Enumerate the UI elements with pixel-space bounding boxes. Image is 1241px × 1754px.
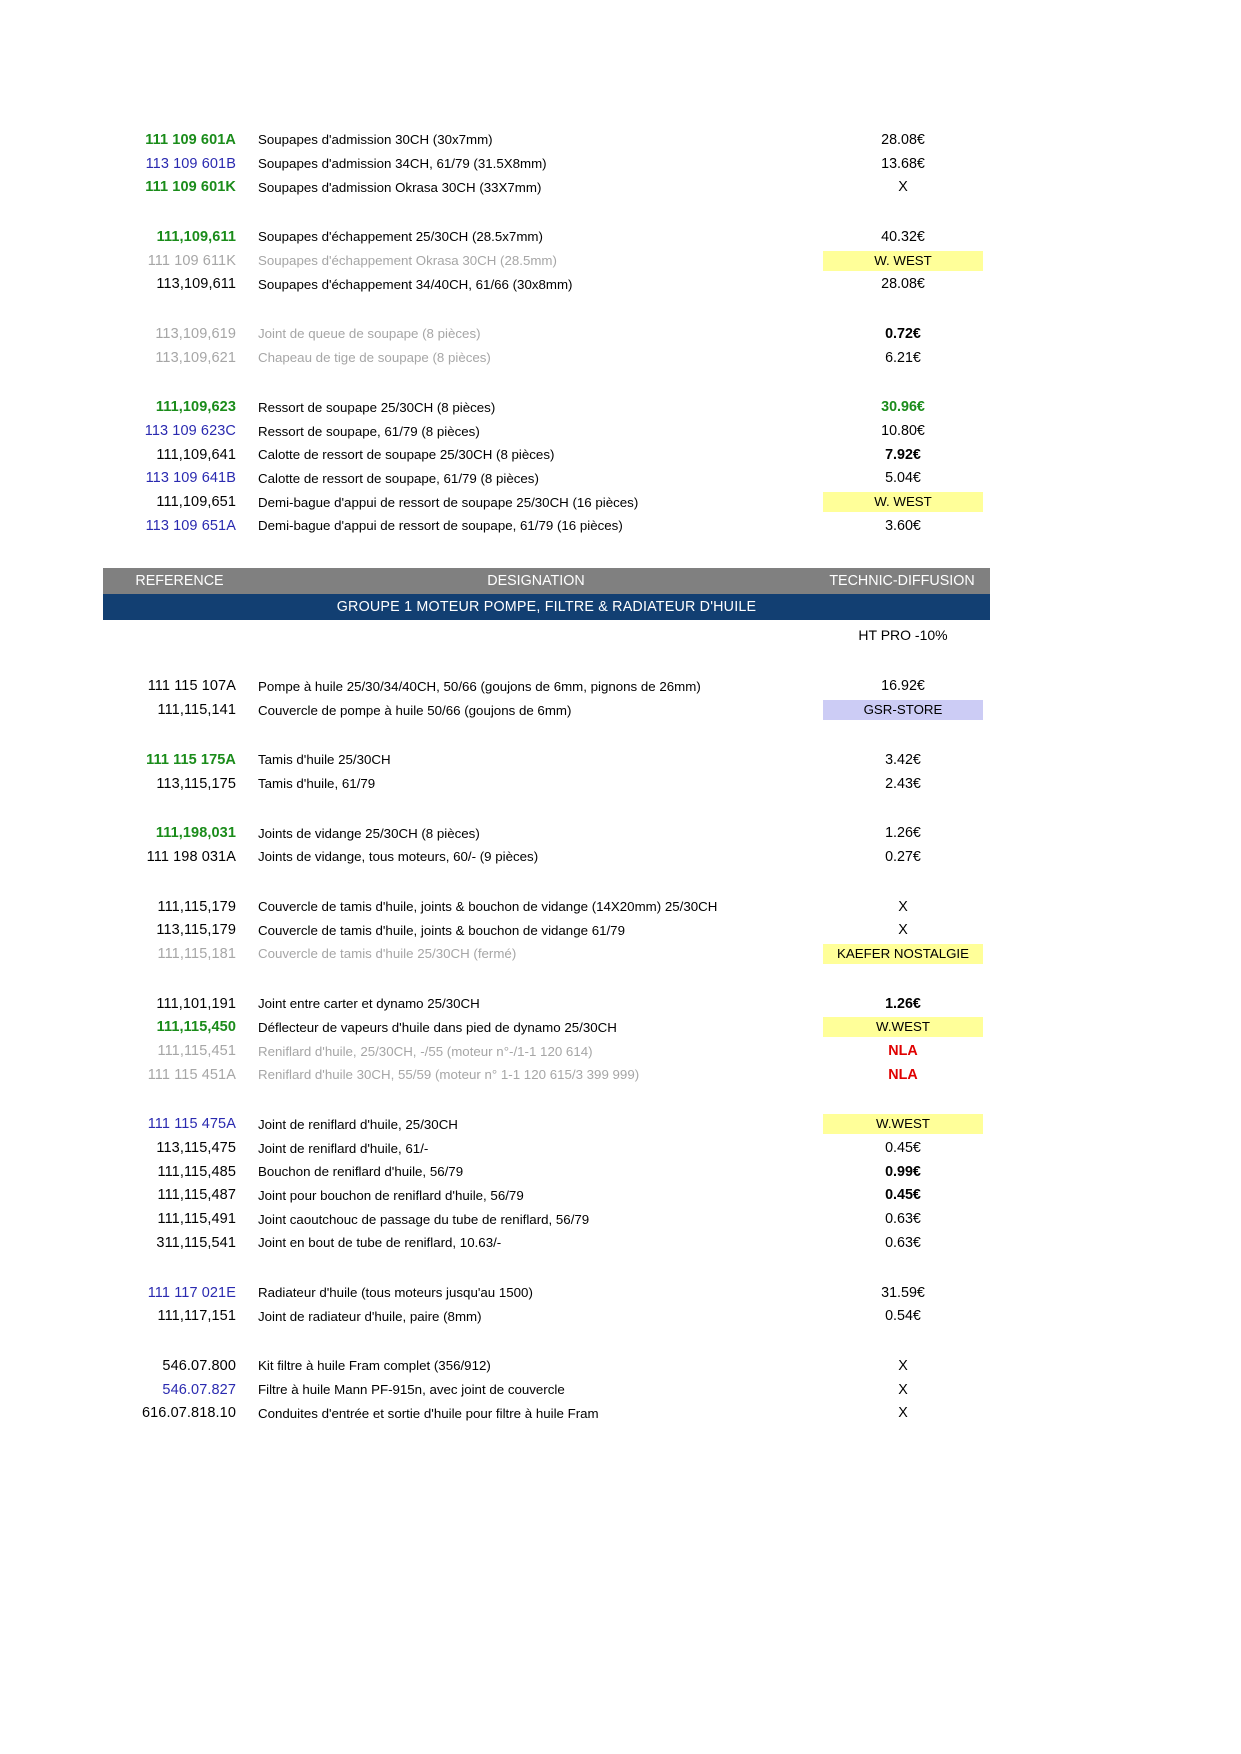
part-designation: Ressort de soupape 25/30CH (8 pièces) xyxy=(258,399,496,415)
part-designation: Bouchon de reniflard d'huile, 56/79 xyxy=(258,1164,464,1180)
table-row xyxy=(103,675,990,699)
part-price: 1.26€ xyxy=(885,995,921,1012)
table-row xyxy=(103,772,990,796)
part-reference: 113 109 601B xyxy=(145,155,236,172)
part-designation: Couvercle de tamis d'huile, joints & bouchon de vidange 61/79 xyxy=(258,922,625,938)
table-row xyxy=(103,490,990,514)
table-row xyxy=(103,1207,990,1231)
table-row xyxy=(103,992,990,1016)
part-reference: 111 109 601A xyxy=(145,131,236,148)
part-price: 1.26€ xyxy=(885,825,921,842)
status-badge: W.WEST xyxy=(823,1114,983,1134)
part-reference: 111,115,491 xyxy=(157,1211,236,1228)
part-price: X xyxy=(898,922,908,939)
part-designation: Joint pour bouchon de reniflard d'huile, 56/79 xyxy=(258,1187,524,1203)
parts-block-valve-stem-seals xyxy=(103,322,990,369)
part-designation: Chapeau de tige de soupape (8 pièces) xyxy=(258,350,491,366)
part-reference: 113,109,621 xyxy=(155,349,236,366)
price-note-line xyxy=(103,620,990,650)
table-row xyxy=(103,1281,990,1305)
part-reference: 111,109,623 xyxy=(155,399,236,416)
status-badge: GSR-STORE xyxy=(823,700,983,720)
part-price: 0.45€ xyxy=(885,1187,921,1204)
part-designation: Soupapes d'échappement 25/30CH (28.5x7mm) xyxy=(258,229,543,245)
parts-block-drain-seals xyxy=(103,821,990,868)
part-designation: Déflecteur de vapeurs d'huile dans pied de dynamo 25/30CH xyxy=(258,1019,617,1035)
table-row xyxy=(103,1354,990,1378)
part-designation: Conduites d'entrée et sortie d'huile pour filtre à huile Fram xyxy=(258,1405,599,1421)
parts-block-oil-pump xyxy=(103,675,990,722)
row-spacer xyxy=(103,1255,990,1281)
part-price: 31.59€ xyxy=(881,1284,925,1301)
part-designation: Joint de reniflard d'huile, 25/30CH xyxy=(258,1116,458,1132)
part-reference: 546.07.827 xyxy=(162,1381,236,1398)
part-reference: 113,115,179 xyxy=(156,922,236,939)
part-designation: Calotte de ressort de soupape, 61/79 (8 pièces) xyxy=(258,470,539,486)
parts-price-sheet xyxy=(103,0,990,1425)
row-spacer xyxy=(103,795,990,821)
part-reference: 113,109,619 xyxy=(155,325,236,342)
table-row xyxy=(103,1113,990,1137)
part-designation: Couvercle de tamis d'huile 25/30CH (fermé) xyxy=(258,946,517,962)
part-price: 40.32€ xyxy=(881,228,925,245)
part-reference: 616.07.818.10 xyxy=(141,1405,236,1422)
part-designation: Joint en bout de tube de reniflard, 10.63/- xyxy=(258,1235,502,1251)
part-designation: Filtre à huile Mann PF-915n, avec joint de couvercle xyxy=(258,1382,565,1398)
part-reference: 111,115,450 xyxy=(156,1019,236,1036)
part-designation: Calotte de ressort de soupape 25/30CH (8 pièces) xyxy=(258,447,555,463)
part-reference: 113,109,611 xyxy=(156,276,236,293)
part-designation: Joint de reniflard d'huile, 61/- xyxy=(258,1140,429,1156)
part-designation: Soupapes d'échappement 34/40CH, 61/66 (30x8mm) xyxy=(258,276,573,292)
part-supplier-status xyxy=(816,1114,990,1134)
table-row xyxy=(103,1016,990,1040)
part-reference: 111,101,191 xyxy=(156,995,236,1012)
part-reference: 111,198,031 xyxy=(155,825,236,842)
part-supplier-status xyxy=(816,492,990,512)
part-designation: Joint de radiateur d'huile, paire (8mm) xyxy=(258,1308,482,1324)
row-spacer xyxy=(103,722,990,748)
group-banner: GROUPE 1 MOTEUR POMPE, FILTRE & RADIATEUR D'HUILE xyxy=(103,594,990,620)
parts-block-strainer-cover xyxy=(103,895,990,966)
row-spacer xyxy=(103,650,990,675)
part-reference: 111,117,151 xyxy=(157,1308,236,1325)
row-spacer xyxy=(103,1328,990,1354)
part-price: 28.08€ xyxy=(881,131,925,148)
part-price: 0.99€ xyxy=(885,1163,921,1180)
part-reference: 111,115,181 xyxy=(157,945,236,962)
part-designation: Joint entre carter et dynamo 25/30CH xyxy=(258,996,480,1012)
part-reference: 111,115,141 xyxy=(157,702,236,719)
part-designation: Soupapes d'admission 34CH, 61/79 (31.5X8mm) xyxy=(258,156,547,172)
part-price: 0.27€ xyxy=(885,848,921,865)
row-spacer xyxy=(103,966,990,992)
part-reference: 113 109 623C xyxy=(144,423,236,440)
table-row xyxy=(103,249,990,273)
row-spacer xyxy=(103,869,990,895)
table-row xyxy=(103,1401,990,1425)
table-row xyxy=(103,443,990,467)
part-designation: Radiateur d'huile (tous moteurs jusqu'au 1500) xyxy=(258,1285,533,1301)
part-reference: 113 109 651A xyxy=(145,517,236,534)
part-reference: 111,115,487 xyxy=(157,1187,236,1204)
parts-block-exhaust-valves xyxy=(103,225,990,296)
part-designation: Ressort de soupape, 61/79 (8 pièces) xyxy=(258,423,480,439)
table-row xyxy=(103,1378,990,1402)
part-reference: 111,115,485 xyxy=(157,1163,236,1180)
part-designation: Demi-bague d'appui de ressort de soupape 25/30CH (16 pièces) xyxy=(258,494,639,510)
part-price: X xyxy=(898,1405,908,1422)
part-designation: Joints de vidange, tous moteurs, 60/- (9 pièces) xyxy=(258,849,539,865)
part-designation: Reniflard d'huile, 25/30CH, -/55 (moteur n°-/1-1 120 614) xyxy=(258,1043,593,1059)
part-reference: 111 115 175A xyxy=(146,751,236,768)
part-reference: 113 109 641B xyxy=(145,470,236,487)
table-row xyxy=(103,698,990,722)
part-supplier-status xyxy=(816,944,990,964)
price-note: HT PRO -10% xyxy=(858,626,948,643)
part-designation: Demi-bague d'appui de ressort de soupape, 61/79 (16 pièces) xyxy=(258,518,623,534)
parts-block-breather xyxy=(103,992,990,1087)
part-designation: Reniflard d'huile 30CH, 55/59 (moteur n° 1-1 120 615/3 399 999) xyxy=(258,1067,640,1083)
part-price: 7.92€ xyxy=(885,446,921,463)
part-reference: 111 198 031A xyxy=(146,848,236,865)
parts-block-admission-valves xyxy=(103,128,990,199)
part-designation: Soupapes d'échappement Okrasa 30CH (28.5mm) xyxy=(258,253,557,269)
table-row xyxy=(103,918,990,942)
table-row xyxy=(103,821,990,845)
part-price: X xyxy=(898,898,908,915)
column-header-supplier: TECHNIC-DIFFUSION xyxy=(829,572,975,589)
part-price: 0.45€ xyxy=(885,1140,921,1157)
part-price: 0.63€ xyxy=(885,1211,921,1228)
part-reference: 111 115 451A xyxy=(147,1066,236,1083)
part-reference: 111 109 601K xyxy=(145,179,236,196)
part-designation: Joints de vidange 25/30CH (8 pièces) xyxy=(258,825,480,841)
part-supplier-status xyxy=(816,251,990,271)
table-row xyxy=(103,1231,990,1255)
part-price: 30.96€ xyxy=(881,399,925,416)
part-supplier-status xyxy=(816,1017,990,1037)
part-availability: NLA xyxy=(888,1043,918,1060)
table-row xyxy=(103,514,990,538)
part-price: X xyxy=(898,1357,908,1374)
row-spacer xyxy=(103,199,990,225)
parts-block-oil-filter xyxy=(103,1354,990,1425)
table-row xyxy=(103,128,990,152)
part-designation: Soupapes d'admission Okrasa 30CH (33X7mm) xyxy=(258,179,542,195)
part-reference: 111,115,179 xyxy=(157,898,236,915)
parts-block-oil-strainer xyxy=(103,748,990,795)
parts-block-breather-seals xyxy=(103,1113,990,1255)
part-reference: 111 109 611K xyxy=(147,252,236,269)
part-designation: Couvercle de tamis d'huile, joints & bouchon de vidange (14X20mm) 25/30CH xyxy=(258,899,718,915)
table-row xyxy=(103,175,990,199)
part-supplier-status xyxy=(816,700,990,720)
part-price: 6.21€ xyxy=(885,349,921,366)
part-price: 0.54€ xyxy=(885,1308,921,1325)
table-row xyxy=(103,1039,990,1063)
part-reference: 111,109,651 xyxy=(156,494,236,511)
table-row xyxy=(103,1160,990,1184)
part-price: 28.08€ xyxy=(881,276,925,293)
table-row xyxy=(103,272,990,296)
table-row xyxy=(103,942,990,966)
status-badge: W.WEST xyxy=(823,1017,983,1037)
table-row xyxy=(103,845,990,869)
part-designation: Soupapes d'admission 30CH (30x7mm) xyxy=(258,132,493,148)
table-row xyxy=(103,396,990,420)
part-reference: 111,109,641 xyxy=(156,446,236,463)
part-price: 0.63€ xyxy=(885,1234,921,1251)
table-row xyxy=(103,322,990,346)
part-price: 2.43€ xyxy=(885,775,921,792)
part-price: 5.04€ xyxy=(885,470,921,487)
part-reference: 113,115,475 xyxy=(156,1140,236,1157)
row-spacer xyxy=(103,1087,990,1113)
table-row xyxy=(103,467,990,491)
table-row xyxy=(103,419,990,443)
table-row xyxy=(103,152,990,176)
status-badge: W. WEST xyxy=(823,251,983,271)
part-designation: Couvercle de pompe à huile 50/66 (goujons de 6mm) xyxy=(258,702,572,718)
part-designation: Pompe à huile 25/30/34/40CH, 50/66 (goujons de 6mm, pignons de 26mm) xyxy=(258,678,701,694)
column-header-reference: REFERENCE xyxy=(135,572,224,589)
part-designation: Tamis d'huile, 61/79 xyxy=(258,776,376,792)
table-row xyxy=(103,346,990,370)
part-price: 3.42€ xyxy=(885,751,921,768)
part-price: X xyxy=(898,179,908,196)
table-column-header xyxy=(103,568,990,594)
part-price: 13.68€ xyxy=(881,155,925,172)
part-price: 0.72€ xyxy=(885,325,921,342)
part-designation: Joint de queue de soupape (8 pièces) xyxy=(258,326,481,342)
row-spacer xyxy=(103,296,990,322)
part-reference: 311,115,541 xyxy=(156,1234,236,1251)
column-header-designation: DESIGNATION xyxy=(487,572,585,589)
part-reference: 546.07.800 xyxy=(162,1357,236,1374)
parts-block-oil-cooler xyxy=(103,1281,990,1328)
status-badge: KAEFER NOSTALGIE xyxy=(823,944,983,964)
part-reference: 111 115 107A xyxy=(147,678,236,695)
table-row xyxy=(103,1063,990,1087)
table-row xyxy=(103,1184,990,1208)
part-reference: 111 117 021E xyxy=(147,1284,236,1301)
table-row xyxy=(103,1304,990,1328)
part-reference: 111,109,611 xyxy=(156,228,236,245)
row-spacer xyxy=(103,370,990,396)
part-price: 10.80€ xyxy=(881,423,925,440)
part-reference: 111 115 475A xyxy=(147,1116,236,1133)
part-price: 3.60€ xyxy=(885,517,921,534)
parts-block-valve-springs xyxy=(103,396,990,538)
part-price: X xyxy=(898,1381,908,1398)
row-spacer xyxy=(103,538,990,568)
table-row xyxy=(103,1136,990,1160)
part-designation: Kit filtre à huile Fram complet (356/912) xyxy=(258,1358,491,1374)
part-price: 16.92€ xyxy=(881,678,925,695)
part-reference: 111,115,451 xyxy=(157,1043,236,1060)
table-row xyxy=(103,748,990,772)
table-row xyxy=(103,895,990,919)
part-availability: NLA xyxy=(888,1066,918,1083)
table-row xyxy=(103,225,990,249)
part-designation: Tamis d'huile 25/30CH xyxy=(258,752,391,768)
status-badge: W. WEST xyxy=(823,492,983,512)
part-designation: Joint caoutchouc de passage du tube de reniflard, 56/79 xyxy=(258,1211,590,1227)
part-reference: 113,115,175 xyxy=(156,775,236,792)
